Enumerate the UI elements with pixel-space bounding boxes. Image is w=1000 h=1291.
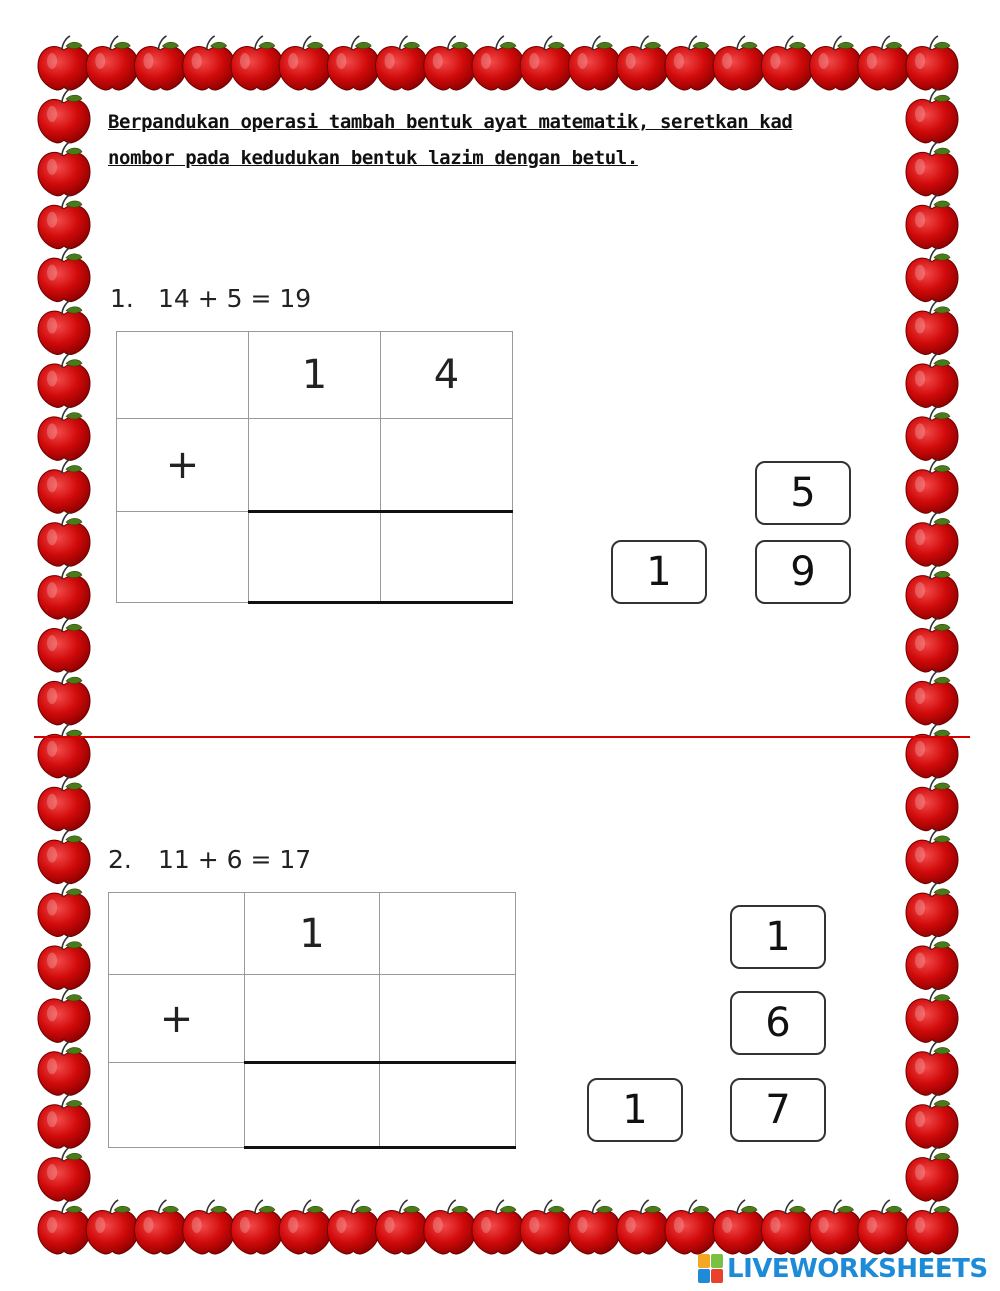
- apple-icon: [38, 1147, 90, 1201]
- question-2-number: 2.: [108, 845, 132, 874]
- apple-icon: [424, 1200, 476, 1254]
- apple-icon: [38, 89, 90, 143]
- q2-number-card-6[interactable]: 6: [730, 991, 826, 1055]
- apple-icon: [231, 36, 283, 90]
- q2-number-card-1b[interactable]: 1: [587, 1078, 683, 1142]
- apple-icon: [568, 36, 620, 90]
- apple-icon: [906, 1094, 958, 1148]
- apple-icon: [38, 1200, 90, 1254]
- apple-icon: [906, 935, 958, 989]
- apple-icon: [713, 36, 765, 90]
- apple-icon: [617, 36, 669, 90]
- apple-icon: [520, 36, 572, 90]
- q1-number-card-1[interactable]: 1: [611, 540, 707, 604]
- liveworksheets-logo-text: LIVEWORKSHEETS: [727, 1254, 988, 1284]
- q1-cell-r1c2[interactable]: 1: [249, 332, 381, 419]
- apple-icon: [761, 1200, 813, 1254]
- question-1-number: 1.: [110, 284, 134, 313]
- section-divider: [34, 736, 970, 738]
- q1-cell-r2c3[interactable]: [381, 419, 513, 512]
- apple-icon: [38, 1094, 90, 1148]
- apple-icon: [38, 142, 90, 196]
- apple-icon: [134, 1200, 186, 1254]
- apple-icon: [906, 142, 958, 196]
- apple-icon: [906, 618, 958, 672]
- q1-number-card-9[interactable]: 9: [755, 540, 851, 604]
- apple-icon: [38, 830, 90, 884]
- apple-icon: [376, 1200, 428, 1254]
- apple-icon: [38, 724, 90, 778]
- apple-icon: [38, 195, 90, 249]
- apple-icon: [906, 777, 958, 831]
- apple-icon: [38, 618, 90, 672]
- apple-icon: [38, 248, 90, 302]
- q1-cell-r1c3[interactable]: 4: [381, 332, 513, 419]
- apple-icon: [665, 1200, 717, 1254]
- apple-icon: [38, 512, 90, 566]
- q2-cell-r2c3[interactable]: [380, 975, 516, 1063]
- apple-icon: [38, 671, 90, 725]
- question-1-equation: 14 + 5 = 19: [158, 284, 312, 313]
- apple-icon: [906, 512, 958, 566]
- apple-icon: [906, 565, 958, 619]
- q2-cell-r2c1: +: [109, 975, 245, 1063]
- apple-icon: [38, 406, 90, 460]
- apple-icon: [906, 988, 958, 1042]
- q2-cell-r2c2[interactable]: [245, 975, 380, 1063]
- q1-number-card-5[interactable]: 5: [755, 461, 851, 525]
- question-2-equation: 11 + 6 = 17: [158, 845, 312, 874]
- apple-icon: [568, 1200, 620, 1254]
- q2-cell-r1c2[interactable]: 1: [245, 893, 380, 975]
- apple-icon: [858, 1200, 910, 1254]
- apple-icon: [906, 1147, 958, 1201]
- apple-icon: [38, 777, 90, 831]
- apple-icon: [183, 36, 235, 90]
- apple-icon: [906, 1041, 958, 1095]
- apple-icon: [810, 1200, 862, 1254]
- liveworksheets-logo: [698, 1252, 988, 1286]
- apple-icon: [761, 36, 813, 90]
- apple-icon: [424, 36, 476, 90]
- apple-icon: [134, 36, 186, 90]
- question-2-title: [108, 845, 311, 874]
- apple-icon: [906, 1200, 958, 1254]
- q2-cell-r3c1[interactable]: [109, 1063, 245, 1148]
- apple-icon: [906, 830, 958, 884]
- apple-icon: [472, 1200, 524, 1254]
- apple-icon: [376, 36, 428, 90]
- apple-icon: [38, 36, 90, 90]
- instruction-text: Berpandukan operasi tambah bentuk ayat matematik, seretkan kad nombor pada kedudukan bentuk lazim dengan betul.: [108, 111, 793, 169]
- apple-icon: [810, 36, 862, 90]
- q1-cell-r3c1[interactable]: [117, 512, 249, 603]
- apple-icon: [327, 36, 379, 90]
- question-1-title: [110, 284, 311, 313]
- question-1-grid: [116, 331, 513, 604]
- apple-icon: [231, 1200, 283, 1254]
- apple-icon: [906, 301, 958, 355]
- apple-icon: [906, 724, 958, 778]
- q1-cell-r2c1: +: [117, 419, 249, 512]
- apple-icon: [472, 36, 524, 90]
- apple-icon: [906, 406, 958, 460]
- q1-answer-ones[interactable]: [381, 512, 513, 603]
- apple-icon: [906, 883, 958, 937]
- apple-icon: [617, 1200, 669, 1254]
- q2-answer-tens[interactable]: [245, 1063, 380, 1148]
- apple-icon: [38, 935, 90, 989]
- q2-number-card-7[interactable]: 7: [730, 1078, 826, 1142]
- apple-icon: [906, 248, 958, 302]
- q2-cell-r1c3[interactable]: [380, 893, 516, 975]
- apple-icon: [279, 36, 331, 90]
- apple-icon: [906, 459, 958, 513]
- question-2-grid: [108, 892, 516, 1149]
- apple-icon: [327, 1200, 379, 1254]
- apple-icon: [906, 195, 958, 249]
- apple-icon: [183, 1200, 235, 1254]
- apple-icon: [906, 671, 958, 725]
- apple-icon: [520, 1200, 572, 1254]
- q1-answer-tens[interactable]: [249, 512, 381, 603]
- apple-icon: [279, 1200, 331, 1254]
- liveworksheets-logo-icon: [698, 1254, 724, 1284]
- q2-cell-r1c1[interactable]: [109, 893, 245, 975]
- apple-icon: [38, 883, 90, 937]
- apple-icon: [906, 89, 958, 143]
- apple-icon: [713, 1200, 765, 1254]
- apple-icon: [858, 36, 910, 90]
- apple-icon: [665, 36, 717, 90]
- apple-icon: [906, 353, 958, 407]
- q1-cell-r2c2[interactable]: [249, 419, 381, 512]
- apple-icon: [38, 353, 90, 407]
- apple-icon: [86, 1200, 138, 1254]
- apple-icon: [906, 36, 958, 90]
- apple-icon: [38, 565, 90, 619]
- apple-icon: [38, 988, 90, 1042]
- apple-icon: [38, 1041, 90, 1095]
- q1-cell-r1c1[interactable]: [117, 332, 249, 419]
- apple-icon: [86, 36, 138, 90]
- apple-icon: [38, 459, 90, 513]
- q2-number-card-1a[interactable]: 1: [730, 905, 826, 969]
- q2-answer-ones[interactable]: [380, 1063, 516, 1148]
- apple-icon: [38, 301, 90, 355]
